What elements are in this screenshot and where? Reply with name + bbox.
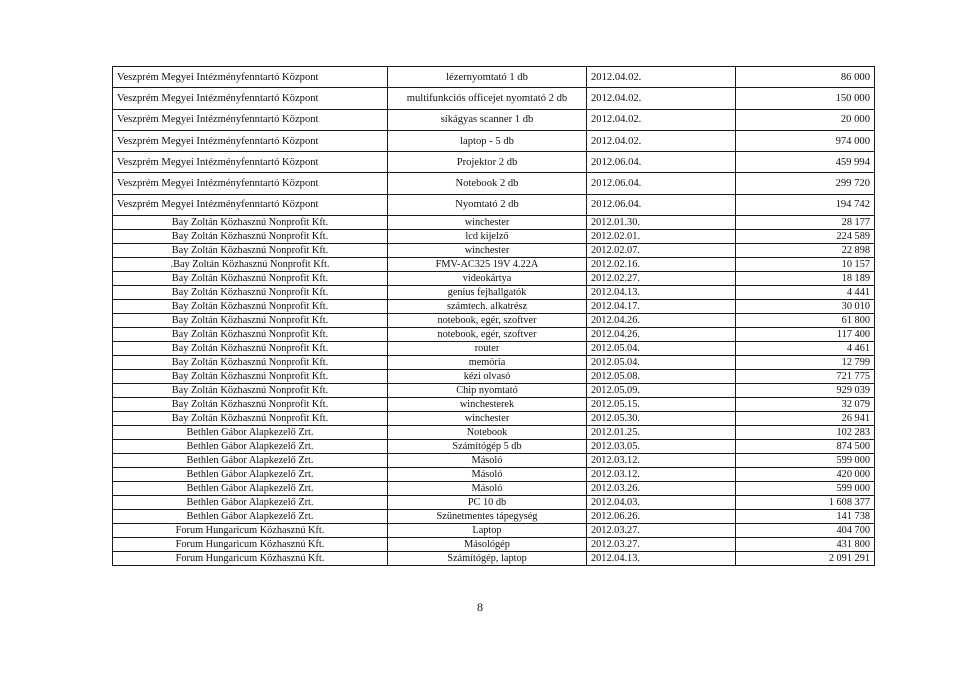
amount-cell: 20 000 [736,109,875,130]
table-row [113,356,875,370]
table-row [113,88,875,109]
amount-cell: 599 000 [736,454,875,468]
organization-cell: .Bay Zoltán Közhasznú Nonprofit Kft. [113,258,388,272]
organization-cell: Veszprém Megyei Intézményfenntartó Központ [113,67,388,88]
date-cell: 2012.03.12. [587,468,736,482]
organization-cell: Bethlen Gábor Alapkezelő Zrt. [113,482,388,496]
item-cell: memória [388,356,587,370]
organization-cell: Bay Zoltán Közhasznú Nonprofit Kft. [113,272,388,286]
amount-cell: 721 775 [736,370,875,384]
amount-cell: 224 589 [736,230,875,244]
amount-cell: 431 800 [736,538,875,552]
date-cell: 2012.05.09. [587,384,736,398]
organization-cell: Bay Zoltán Közhasznú Nonprofit Kft. [113,216,388,230]
table-row [113,524,875,538]
amount-cell: 4 461 [736,342,875,356]
organization-cell: Veszprém Megyei Intézményfenntartó Központ [113,194,388,215]
date-cell: 2012.03.27. [587,524,736,538]
organization-cell: Bethlen Gábor Alapkezelő Zrt. [113,454,388,468]
date-cell: 2012.05.04. [587,356,736,370]
table-row [113,510,875,524]
procurement-table [112,66,875,566]
item-cell: lcd kijelző [388,230,587,244]
organization-cell: Veszprém Megyei Intézményfenntartó Központ [113,88,388,109]
organization-cell: Bay Zoltán Közhasznú Nonprofit Kft. [113,398,388,412]
amount-cell: 599 000 [736,482,875,496]
amount-cell: 22 898 [736,244,875,258]
date-cell: 2012.04.17. [587,300,736,314]
amount-cell: 420 000 [736,468,875,482]
item-cell: FMV-AC325 19V 4.22A [388,258,587,272]
table-row [113,454,875,468]
item-cell: notebook, egér, szoftver [388,328,587,342]
item-cell: kézi olvasó [388,370,587,384]
table-row [113,272,875,286]
date-cell: 2012.06.26. [587,510,736,524]
table-row [113,440,875,454]
item-cell: számtech. alkatrész [388,300,587,314]
amount-cell: 194 742 [736,194,875,215]
item-cell: Másológép [388,538,587,552]
organization-cell: Bethlen Gábor Alapkezelő Zrt. [113,510,388,524]
amount-cell: 26 941 [736,412,875,426]
date-cell: 2012.04.26. [587,328,736,342]
date-cell: 2012.02.16. [587,258,736,272]
date-cell: 2012.05.30. [587,412,736,426]
item-cell: notebook, egér, szoftver [388,314,587,328]
page-number: 8 [477,600,483,614]
item-cell: Másoló [388,482,587,496]
amount-cell: 4 441 [736,286,875,300]
organization-cell: Forum Hungaricum Közhasznú Kft. [113,538,388,552]
table-row [113,194,875,215]
item-cell: winchester [388,412,587,426]
table-row [113,412,875,426]
item-cell: lézernyomtató 1 db [388,67,587,88]
table-row [113,552,875,566]
amount-cell: 974 000 [736,130,875,151]
date-cell: 2012.04.02. [587,130,736,151]
table-row [113,538,875,552]
item-cell: winchester [388,216,587,230]
date-cell: 2012.02.27. [587,272,736,286]
date-cell: 2012.02.07. [587,244,736,258]
amount-cell: 117 400 [736,328,875,342]
table-row [113,173,875,194]
date-cell: 2012.03.12. [587,454,736,468]
amount-cell: 28 177 [736,216,875,230]
organization-cell: Bethlen Gábor Alapkezelő Zrt. [113,440,388,454]
item-cell: videokártya [388,272,587,286]
amount-cell: 86 000 [736,67,875,88]
organization-cell: Bay Zoltán Közhasznú Nonprofit Kft. [113,230,388,244]
item-cell: PC 10 db [388,496,587,510]
organization-cell: Bay Zoltán Közhasznú Nonprofit Kft. [113,244,388,258]
organization-cell: Forum Hungaricum Közhasznú Kft. [113,524,388,538]
item-cell: Laptop [388,524,587,538]
date-cell: 2012.03.27. [587,538,736,552]
amount-cell: 12 799 [736,356,875,370]
item-cell: Számítógép 5 db [388,440,587,454]
date-cell: 2012.04.03. [587,496,736,510]
item-cell: multifunkciós officejet nyomtató 2 db [388,88,587,109]
amount-cell: 874 500 [736,440,875,454]
item-cell: Szünetmentes tápegység [388,510,587,524]
table-row [113,370,875,384]
organization-cell: Veszprém Megyei Intézményfenntartó Központ [113,109,388,130]
organization-cell: Bethlen Gábor Alapkezelő Zrt. [113,496,388,510]
amount-cell: 141 738 [736,510,875,524]
table-row [113,230,875,244]
organization-cell: Bay Zoltán Közhasznú Nonprofit Kft. [113,300,388,314]
date-cell: 2012.04.26. [587,314,736,328]
table-row [113,130,875,151]
organization-cell: Bay Zoltán Közhasznú Nonprofit Kft. [113,328,388,342]
table-row [113,426,875,440]
organization-cell: Veszprém Megyei Intézményfenntartó Központ [113,152,388,173]
amount-cell: 459 994 [736,152,875,173]
item-cell: Chip nyomtató [388,384,587,398]
organization-cell: Bay Zoltán Közhasznú Nonprofit Kft. [113,356,388,370]
table-row [113,300,875,314]
table-row [113,398,875,412]
item-cell: Nyomtató 2 db [388,194,587,215]
date-cell: 2012.02.01. [587,230,736,244]
date-cell: 2012.04.02. [587,88,736,109]
table-row [113,244,875,258]
item-cell: genius fejhallgatók [388,286,587,300]
table-row [113,286,875,300]
item-cell: winchester [388,244,587,258]
date-cell: 2012.06.04. [587,152,736,173]
item-cell: Notebook 2 db [388,173,587,194]
organization-cell: Bay Zoltán Közhasznú Nonprofit Kft. [113,412,388,426]
table-row [113,328,875,342]
amount-cell: 30 010 [736,300,875,314]
table-row [113,314,875,328]
table-row [113,496,875,510]
date-cell: 2012.05.15. [587,398,736,412]
table-row [113,258,875,272]
date-cell: 2012.03.05. [587,440,736,454]
amount-cell: 61 800 [736,314,875,328]
item-cell: Másoló [388,454,587,468]
organization-cell: Bethlen Gábor Alapkezelő Zrt. [113,468,388,482]
table-row [113,109,875,130]
table-row [113,67,875,88]
organization-cell: Bay Zoltán Közhasznú Nonprofit Kft. [113,314,388,328]
amount-cell: 32 079 [736,398,875,412]
date-cell: 2012.05.04. [587,342,736,356]
table-row [113,342,875,356]
organization-cell: Bay Zoltán Közhasznú Nonprofit Kft. [113,384,388,398]
date-cell: 2012.04.02. [587,109,736,130]
organization-cell: Bethlen Gábor Alapkezelő Zrt. [113,426,388,440]
date-cell: 2012.05.08. [587,370,736,384]
amount-cell: 299 720 [736,173,875,194]
item-cell: Számítógép, laptop [388,552,587,566]
date-cell: 2012.04.13. [587,552,736,566]
date-cell: 2012.04.13. [587,286,736,300]
amount-cell: 929 039 [736,384,875,398]
date-cell: 2012.01.30. [587,216,736,230]
amount-cell: 18 189 [736,272,875,286]
organization-cell: Forum Hungaricum Közhasznú Kft. [113,552,388,566]
item-cell: laptop - 5 db [388,130,587,151]
amount-cell: 150 000 [736,88,875,109]
amount-cell: 10 157 [736,258,875,272]
date-cell: 2012.04.02. [587,67,736,88]
item-cell: Másoló [388,468,587,482]
amount-cell: 2 091 291 [736,552,875,566]
item-cell: Projektor 2 db [388,152,587,173]
date-cell: 2012.03.26. [587,482,736,496]
table-row [113,384,875,398]
organization-cell: Bay Zoltán Közhasznú Nonprofit Kft. [113,286,388,300]
item-cell: Notebook [388,426,587,440]
item-cell: router [388,342,587,356]
item-cell: síkágyas scanner 1 db [388,109,587,130]
table-row [113,468,875,482]
date-cell: 2012.01.25. [587,426,736,440]
table-row [113,152,875,173]
date-cell: 2012.06.04. [587,173,736,194]
organization-cell: Bay Zoltán Közhasznú Nonprofit Kft. [113,342,388,356]
item-cell: winchesterek [388,398,587,412]
organization-cell: Bay Zoltán Közhasznú Nonprofit Kft. [113,370,388,384]
table-row [113,482,875,496]
organization-cell: Veszprém Megyei Intézményfenntartó Központ [113,130,388,151]
organization-cell: Veszprém Megyei Intézményfenntartó Központ [113,173,388,194]
amount-cell: 1 608 377 [736,496,875,510]
procurement-table-body [113,67,875,566]
amount-cell: 404 700 [736,524,875,538]
table-row [113,216,875,230]
date-cell: 2012.06.04. [587,194,736,215]
amount-cell: 102 283 [736,426,875,440]
